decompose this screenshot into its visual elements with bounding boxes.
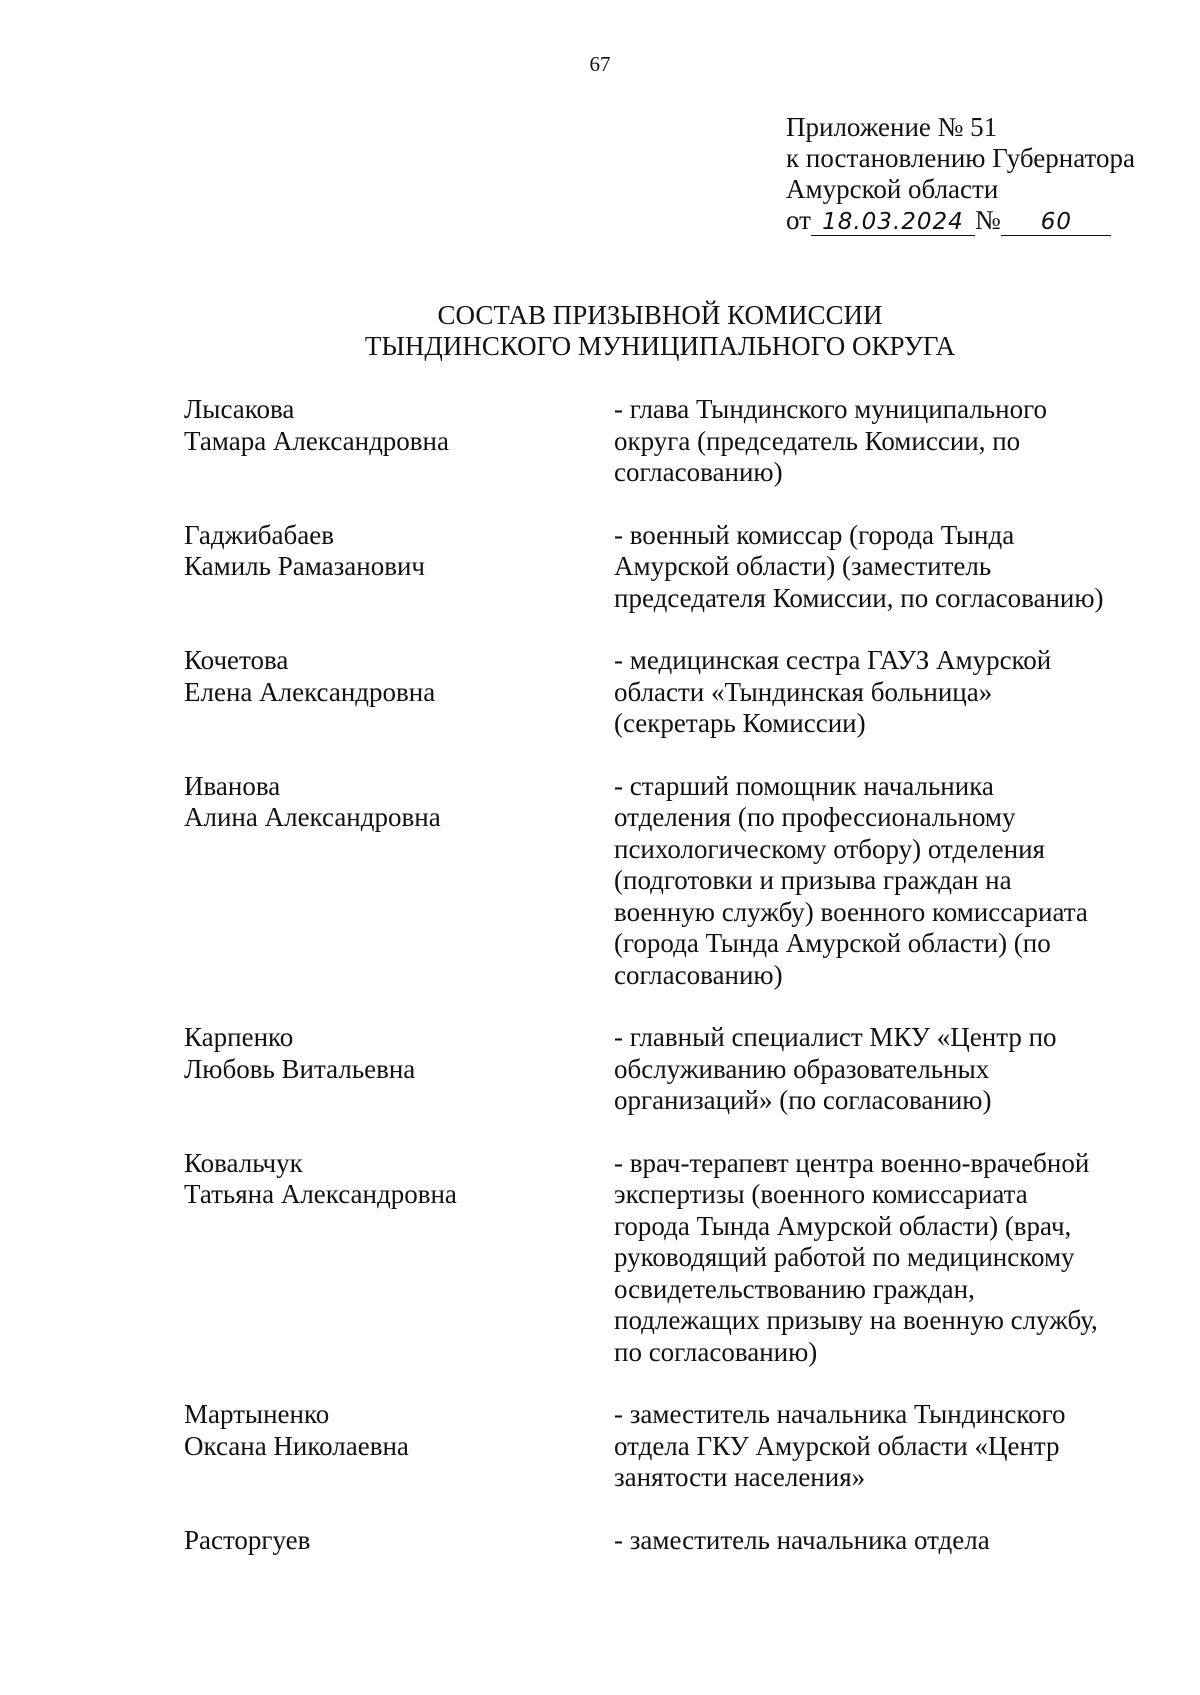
member-surname: Иванова bbox=[184, 770, 281, 801]
member-surname: Мартыненко bbox=[184, 1399, 330, 1429]
title-line-2: ТЫНДИНСКОГО МУНИЦИПАЛЬНОГО ОКРУГА bbox=[364, 331, 956, 361]
member-role: - медицинская сестра ГАУЗ Амурской области «Тындинская больница» (секретарь Комиссии) bbox=[614, 645, 1052, 738]
handwritten-date: 18.03.2024 bbox=[811, 209, 975, 236]
member-entry bbox=[184, 1022, 1144, 1117]
member-role: - глава Тындинского муниципального округа (председатель Комиссии, по согласованию) bbox=[614, 394, 1047, 487]
member-given-names: Елена Александровна bbox=[184, 676, 436, 707]
member-role: - заместитель начальника отдела bbox=[614, 1524, 990, 1555]
member-surname: Кочетова bbox=[184, 645, 289, 675]
member-surname: Гаджибабаев bbox=[184, 519, 334, 550]
member-name bbox=[184, 645, 614, 740]
member-name bbox=[184, 1022, 614, 1117]
member-surname: Карпенко bbox=[184, 1022, 294, 1052]
member-name bbox=[184, 394, 614, 489]
page-number: 67 bbox=[589, 52, 611, 76]
member-name bbox=[184, 520, 614, 615]
commission-members-list bbox=[184, 394, 1144, 1587]
member-entry bbox=[184, 771, 1144, 992]
member-role: - заместитель начальника Тындинского отдела ГКУ Амурской области «Центр занятости населения» bbox=[614, 1399, 1066, 1492]
number-sign: № bbox=[974, 205, 1001, 235]
member-given-names: Татьяна Александровна bbox=[184, 1179, 457, 1209]
member-entry bbox=[184, 394, 1144, 489]
member-surname: Расторгуев bbox=[184, 1524, 311, 1555]
member-role: - военный комиссар (города Тында Амурской области) (заместитель председателя Комиссии, по согласованию) bbox=[614, 519, 1104, 613]
appendix-line-3: Амурской области bbox=[786, 174, 999, 204]
member-given-names: Оксана Николаевна bbox=[184, 1430, 409, 1461]
appendix-header bbox=[786, 112, 1135, 236]
member-name bbox=[184, 1525, 614, 1557]
date-prefix: от bbox=[786, 205, 811, 235]
member-name bbox=[184, 1399, 614, 1494]
member-entry bbox=[184, 645, 1144, 740]
handwritten-number: 60 bbox=[1001, 209, 1111, 236]
member-surname: Ковальчук bbox=[184, 1147, 303, 1178]
member-given-names: Любовь Витальевна bbox=[184, 1053, 416, 1084]
member-entry bbox=[184, 1525, 1144, 1557]
member-name bbox=[184, 1148, 614, 1369]
member-entry bbox=[184, 1148, 1144, 1369]
document-title bbox=[320, 300, 1000, 362]
member-given-names: Алина Александровна bbox=[184, 802, 441, 832]
member-name bbox=[184, 771, 614, 992]
member-given-names: Тамара Александровна bbox=[184, 425, 449, 456]
member-role: - врач-терапевт центра военно-врачебной экспертизы (военного комиссариата города Тында Амурской области) (врач, руководящий работой по медицинскому освидетельствованию граждан, подлежащих призыву на военную службу, по согласованию) bbox=[614, 1147, 1098, 1367]
member-entry bbox=[184, 520, 1144, 615]
title-line-1: СОСТАВ ПРИЗЫВНОЙ КОМИССИИ bbox=[437, 300, 883, 330]
member-role: - главный специалист МКУ «Центр по обслуживанию образовательных организаций» (по согласованию) bbox=[614, 1022, 1057, 1115]
member-entry bbox=[184, 1399, 1144, 1494]
appendix-date-line bbox=[786, 205, 1135, 236]
member-role: - старший помощник начальника отделения (по профессиональному психологическому отбору) отделения (подготовки и призыва граждан на военную службу) военного комиссариата (города Тында Амурской области) (по согласованию) bbox=[614, 770, 1088, 990]
appendix-line-2: к постановлению Губернатора bbox=[786, 143, 1135, 173]
appendix-line-1: Приложение № 51 bbox=[786, 112, 998, 142]
member-given-names: Камиль Рамазанович bbox=[184, 551, 425, 581]
member-surname: Лысакова bbox=[184, 394, 295, 424]
